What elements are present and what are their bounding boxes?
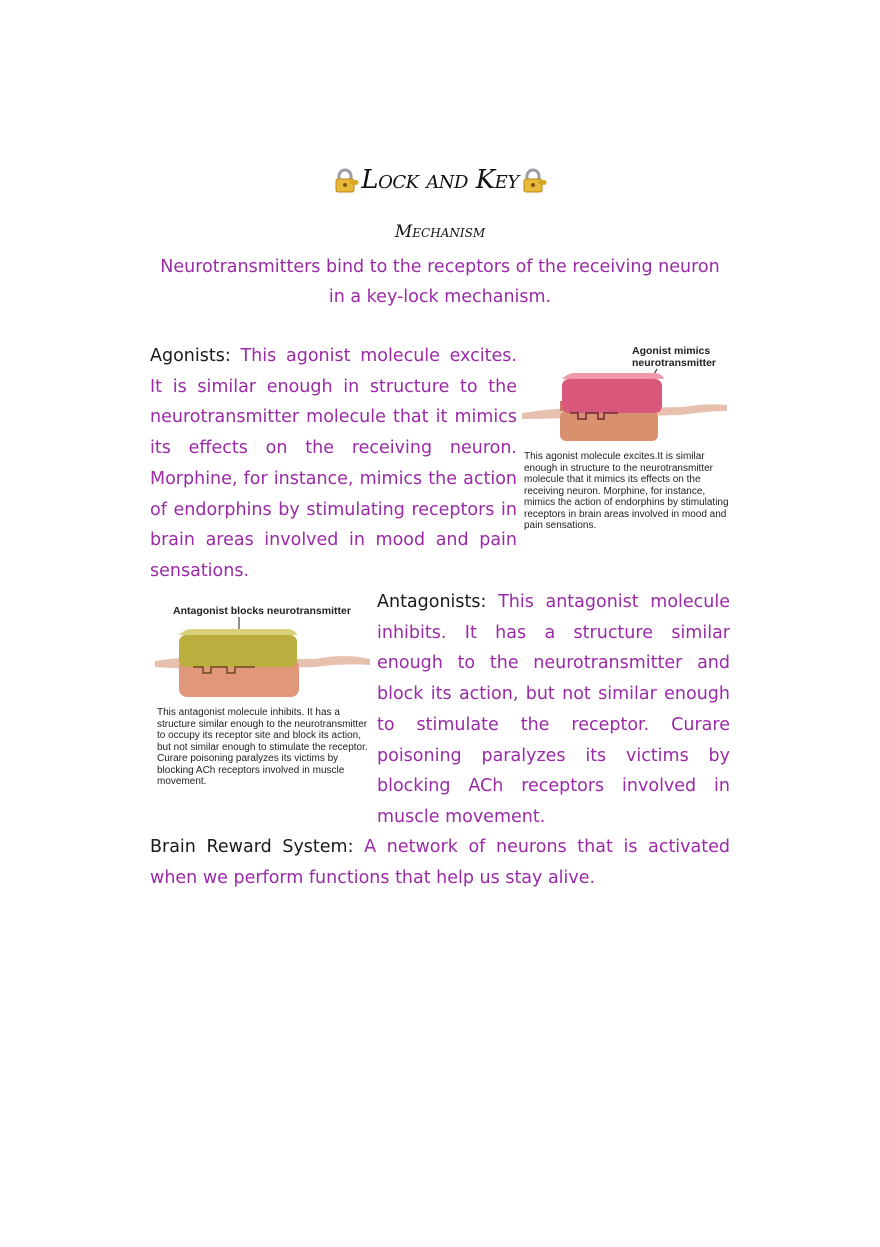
agonists-text: This agonist molecule excites. It is similar enough in structure to the neurotransmitter molecule that it mimics its effects on the receiving neuron. Morphine, for instance, mimics the action of endorphins by stimulating receptors in brain areas involved in mood and pain sensations. <box>150 346 517 581</box>
agonist-figure <box>522 345 732 531</box>
antagonists-paragraph <box>377 587 730 833</box>
agonists-paragraph <box>150 341 517 587</box>
antagonist-receptor-illustration <box>155 603 375 708</box>
section-subtitle: Mechanism <box>394 222 486 242</box>
intro-paragraph: Neurotransmitters bind to the receptors of the receiving neuron in a key-lock mechanism. <box>160 257 720 307</box>
agonist-figure-caption: This agonist molecule excites.It is similar enough in structure to the neurotransmitter molecule that it mimics its effects on the receiving neuron. Morphine, for instance, mimics the action of endorphins by stimulating receptors in brain areas involved in mood and pain sensations. <box>524 451 729 531</box>
reward-term: Brain Reward System: <box>150 837 354 857</box>
reward-paragraph <box>150 832 730 893</box>
antagonists-term: Antagonists: <box>377 592 487 612</box>
antagonist-figure-label: Antagonist blocks neurotransmitter <box>173 605 351 617</box>
agonists-term: Agonists: <box>150 346 231 366</box>
antagonists-text: This antagonist molecule inhibits. It has a structure similar enough to the neurotransmitter and block its action, but not similar enough to stimulate the receptor. Curare poisoning paralyzes its victims by blocking ACh receptors involved in muscle movement. <box>377 592 730 827</box>
title-text: Lock and Key <box>361 165 519 195</box>
page-title <box>0 165 880 195</box>
lock-with-key-icon <box>521 168 547 194</box>
reward-text: A network of neurons that is activated when we perform functions that help us stay alive. <box>150 837 730 888</box>
lock-with-key-icon <box>333 168 359 194</box>
antagonist-figure-caption: This antagonist molecule inhibits. It has a structure similar enough to the neurotransmitter to occupy its receptor site and block its action, but not similar enough to stimulate the receptor. Curare poisoning paralyzes its victims by blocking ACh receptors involved in muscle movement. <box>157 707 368 787</box>
agonist-receptor-illustration <box>522 345 732 450</box>
agonist-figure-label: Agonist mimics neurotransmitter <box>632 345 717 369</box>
antagonist-figure <box>155 603 375 787</box>
